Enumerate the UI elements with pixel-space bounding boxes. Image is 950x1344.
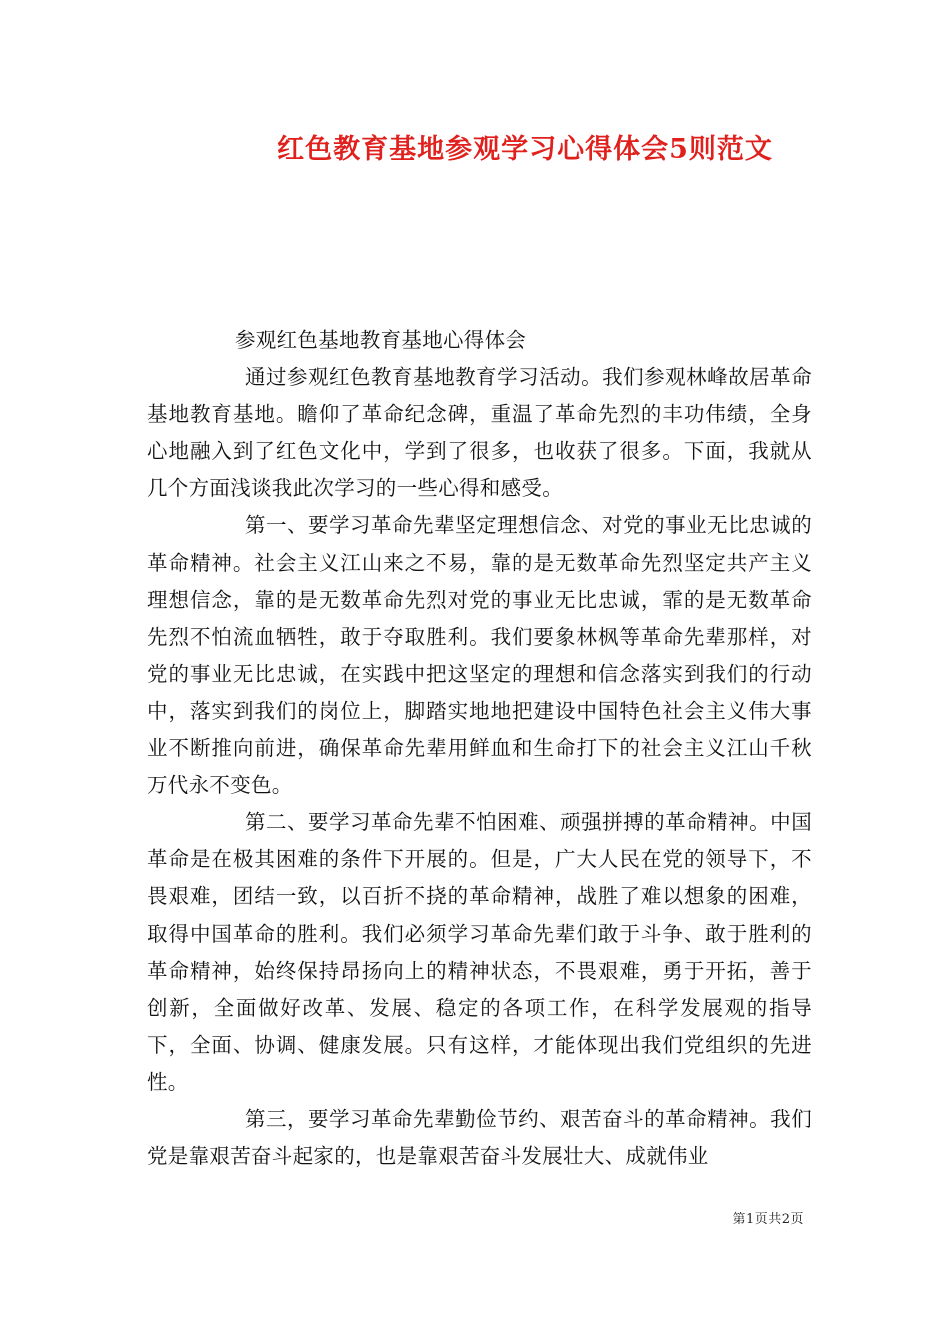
paragraph-intro: 通过参观红色教育基地教育学习活动。我们参观林峰故居革命基地教育基地。瞻仰了革命纪念碑，重温了革命先烈的丰功伟绩，全身心地融入到了红色文化中，学到了很多，也收获了很多。下面，我就从几个方面浅谈我此次学习的一些心得和感受。 — [147, 365, 812, 501]
paragraph-first-point: 第一、要学习革命先辈坚定理想信念、对党的事业无比忠诚的革命精神。社会主义江山来之不易，靠的是无数革命先烈坚定共产主义理想信念，靠的是无数革命先烈对党的事业无比忠诚，霏的是无数革命先烈不怕流血牺牲，敢于夺取胜利。我们要象林枫等革命先辈那样，对党的事业无比忠诚，在实践中把这坚定的理想和信念落实到我们的行动中，落实到我们的岗位上，脚踏实地地把建设中国特色社会主义伟大事业不断推向前进，确保革命先辈用鲜血和生命打下的社会主义江山千秋万代永不变色。 — [147, 513, 812, 798]
section-subtitle: 参观红色基地教育基地心得体会 — [235, 328, 527, 352]
paragraph-second-point: 第二、要学习革命先辈不怕困难、顽强拼搏的革命精神。中国革命是在极其困难的条件下开展的。但是，广大人民在党的领导下，不畏艰难，团结一致，以百折不挠的革命精神，战胜了难以想象的困难，取得中国革命的胜利。我们必须学习革命先辈们敢于斗争、敢于胜利的革命精神，始终保持昂扬向上的精神状态，不畏艰难，勇于开拓，善于创新，全面做好改革、发展、稳定的各项工作，在科学发展观的指导下，全面、协调、健康发展。只有这样，才能体现出我们党组织的先进性。 — [147, 810, 812, 1094]
document-title: 红色教育基地参观学习心得体会5则范文 — [277, 134, 773, 165]
document-body — [147, 322, 812, 1175]
page-number: 第1页共2页 — [732, 1212, 804, 1227]
paragraph-third-point: 第三，要学习革命先辈勤俭节约、艰苦奋斗的革命精神。我们党是靠艰苦奋斗起家的，也是靠艰苦奋斗发展壮大、成就伟业 — [147, 1106, 812, 1169]
